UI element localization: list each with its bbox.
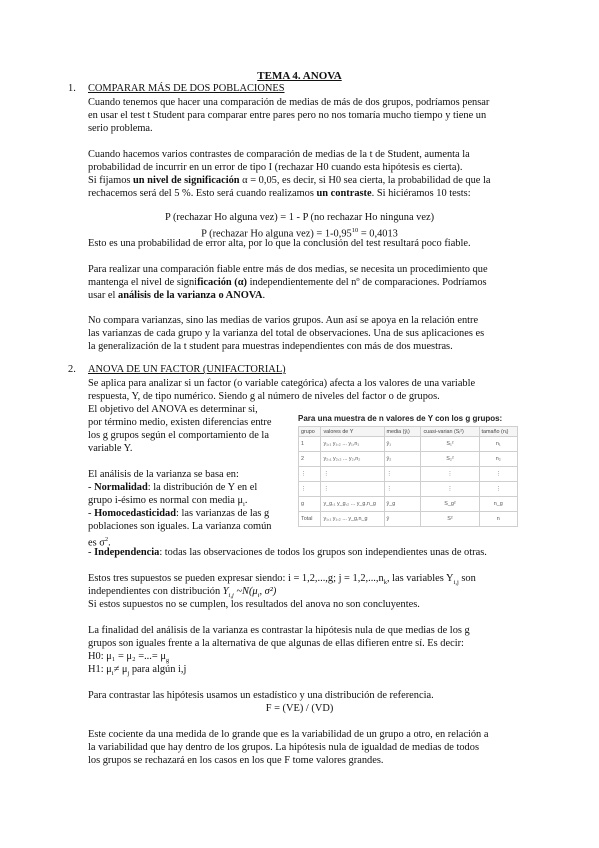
s2-p5-line2: grupos son iguales frente a la alternativa de que algunas de ellas difieren entre sí. Es decir: xyxy=(88,638,464,649)
s1-p2-line2: probabilidad de incurrir en un error de tipo I (rechazar H0 cuando esta hipótesis es cierta). xyxy=(88,162,463,173)
table-row xyxy=(299,437,518,452)
table-cell: ⋮ xyxy=(479,482,517,497)
table-cell: ⋮ xyxy=(321,482,384,497)
table-cell: S_g² xyxy=(421,497,479,512)
s2-p3-intro: El análisis de la varianza se basa en: xyxy=(88,469,239,480)
table-cell: n xyxy=(479,512,517,527)
section-2-number: 2. xyxy=(68,364,76,375)
formula-2: P (rechazar Ho alguna $vez) = 1-0,95^{10} = 0,4013$ xyxy=(201,227,398,240)
homoc-line2: poblaciones son iguales. La varianza común xyxy=(88,521,272,532)
s1-p4-line2: las varianzas de cada grupo y la varianza del total de observaciones. Una de sus aplicaciones es xyxy=(88,328,485,339)
s1-p2-line1: Cuando hacemos varios contrastes de comparación de medias de la t de Student, aumenta la xyxy=(88,149,470,160)
s2-p2-line3: los g grupos según el comportamiento de la xyxy=(88,430,269,441)
table-cell: y_g,₁ y_g,₂ ... y_g,n_g xyxy=(321,497,384,512)
s2-p2-line2: por término medio, existen diferencias entre xyxy=(88,417,272,428)
table-row xyxy=(299,497,518,512)
f-formula: F = (VE) / (VD) xyxy=(265,703,334,714)
section-2-header xyxy=(68,364,286,375)
s1-p2-line4: rechacemos será del 5 %. Esto será cuando realizamos un contraste. Si hiciéramos 10 tests: xyxy=(88,188,471,199)
table-cell: n₁ xyxy=(479,437,517,452)
table-cell: y₂,₁ y₂,₂ ... y₂,n₂ xyxy=(321,452,384,467)
s1-p1-line2: en usar el test t Student para comparar entre pares pero no nos tomaría mucho tiempo y tiene un xyxy=(88,110,487,121)
hypothesis-h0: H0: μ₁ = μ₂ =...= $\mu_g$ xyxy=(88,651,170,665)
table-cell: ⋮ xyxy=(384,482,421,497)
s1-p3-line1: Para realizar una comparación fiable entre más de dos medias, se necesita un procedimiento que xyxy=(88,264,488,275)
table-cell: ⋮ xyxy=(421,467,479,482)
table-header-row xyxy=(299,427,518,437)
s2-p7-line1: Este cociente da una medida de lo grande que es la variabilidad de un grupo a otro, en relación a xyxy=(88,729,489,740)
homoc-line3: es $\sigma^2$. xyxy=(88,536,111,549)
table-row xyxy=(299,482,518,497)
table-cell: ⋮ xyxy=(299,482,321,497)
table-caption: Para una muestra de n valores de Y con los g grupos: xyxy=(298,414,503,423)
section-2-heading: ANOVA DE UN FACTOR (UNIFACTORIAL) xyxy=(88,364,286,375)
table-cell: ⋮ xyxy=(299,467,321,482)
s1-p2-line3: Si fijamos un nivel de significación α = 0,05, es decir, si H0 sea cierta, la probabilidad de que la xyxy=(88,175,491,186)
table-cell: n₂ xyxy=(479,452,517,467)
s2-p2-line1: El objetivo del ANOVA es determinar si, xyxy=(88,404,258,415)
table-cell: Total xyxy=(299,512,321,527)
s1-p3-line2: mantenga el nivel de significación (α) independientemente del nº de comparaciones. Podríamos xyxy=(88,277,487,288)
table-cell: ȳ₂ xyxy=(384,452,421,467)
table-cell: 2 xyxy=(299,452,321,467)
hypothesis-h1: H1: $\mu_i\ne \mu_j$ para algún i,j xyxy=(88,664,187,678)
table-cell: S² xyxy=(421,512,479,527)
table-header-cell: media (ȳᵢ) xyxy=(384,427,421,437)
table-header-cell: tamaño (nᵢ) xyxy=(479,427,517,437)
s2-p7-line3: los grupos se rechazará en los casos en los que F tome valores grandes. xyxy=(88,755,384,766)
section-1-heading: COMPARAR MÁS DE DOS POBLACIONES xyxy=(88,83,285,94)
s2-p4-line1: Estos tres supuestos se pueden expresar siendo: i = 1,2,...,g; $j = 1,2,...,n_k$, las variables $Y_{i,j}$ son xyxy=(88,573,476,587)
table-cell: y₁,₁ y₁,₂ ... y₁,n₁ xyxy=(321,437,384,452)
s2-p2-line4: variable Y. xyxy=(88,443,133,454)
table-cell: 1 xyxy=(299,437,321,452)
table-row xyxy=(299,452,518,467)
table-cell: S₁² xyxy=(421,437,479,452)
indep-line: - Independencia: todas las observaciones de todos los grupos son independientes unas de otras. xyxy=(88,547,487,558)
page-title: TEMA 4. ANOVA xyxy=(257,70,342,82)
normalidad-line2: grupo i-ésimo es normal con media $\mu_i$. xyxy=(88,495,248,509)
table-header-cell: cuasi-varian (Sᵢ²) xyxy=(421,427,479,437)
table-row xyxy=(299,512,518,527)
table-cell: S₂² xyxy=(421,452,479,467)
table-cell: ȳ_g xyxy=(384,497,421,512)
normalidad-line1: - Normalidad: la distribución de Y en el xyxy=(88,482,258,493)
groups-table xyxy=(298,426,518,527)
table-cell: n_g xyxy=(479,497,517,512)
homoc-line1: - Homocedasticidad: las varianzas de las g xyxy=(88,508,270,519)
section-1-number: 1. xyxy=(68,83,76,94)
s2-p6: Para contrastar las hipótesis usamos un estadístico y una distribución de referencia. xyxy=(88,690,434,701)
s1-p4-line3: la generalización de la t student para muestras independientes con más de dos muestras. xyxy=(88,341,453,352)
s1-p1-line1: Cuando tenemos que hacer una comparación de medias de más de dos grupos, podríamos pensar xyxy=(88,97,490,108)
s2-p4-line3: Si estos supuestos no se cumplen, los resultados del anova no son concluyentes. xyxy=(88,599,420,610)
s2-p1-line1: Se aplica para analizar si un factor (o variable categórica) afecta a los valores de una variable xyxy=(88,378,476,389)
table-cell: ȳ xyxy=(384,512,421,527)
table-cell: ⋮ xyxy=(479,467,517,482)
s1-p3-line3: usar el análisis de la varianza o ANOVA. xyxy=(88,290,266,301)
s1-p2-end: Esto es una probabilidad de error alta, por lo que la conclusión del test resultará poco fiable. xyxy=(88,238,471,249)
table-cell: ȳ₁ xyxy=(384,437,421,452)
table-cell: ⋮ xyxy=(421,482,479,497)
table-cell: ⋮ xyxy=(321,467,384,482)
s2-p7-line2: la variabilidad que hay dentro de los grupos. La hipótesis nula de igualdad de medias de todos xyxy=(88,742,479,753)
s1-p1-line3: serio problema. xyxy=(88,123,153,134)
s2-p5-line1: La finalidad del análisis de la varianza es contrastar la hipótesis nula de que medias de los g xyxy=(88,625,470,636)
table-header-cell: grupo xyxy=(299,427,321,437)
s1-p4-line1: No compara varianzas, sino las medias de varios grupos. Aun así se apoya en la relación entre xyxy=(88,315,479,326)
table-cell: y₁,₁ y₁,₂ ... y_g,n_g xyxy=(321,512,384,527)
section-1-header xyxy=(68,83,285,94)
table-row xyxy=(299,467,518,482)
groups-table-figure xyxy=(298,414,518,527)
s2-p1-line2: respuesta, Y, de tipo numérico. Siendo g al número de niveles del factor o de grupos. xyxy=(88,391,440,402)
table-cell: g xyxy=(299,497,321,512)
table-header-cell: valores de Y xyxy=(321,427,384,437)
table-cell: ⋮ xyxy=(384,467,421,482)
s2-p4-line2: independientes con distribución $Y_{i,j}$ $\sim N(\mu_i$, σ²) xyxy=(88,586,277,600)
formula-1: P (rechazar Ho alguna vez) = 1 - P (no rechazar Ho ninguna vez) xyxy=(164,212,435,223)
